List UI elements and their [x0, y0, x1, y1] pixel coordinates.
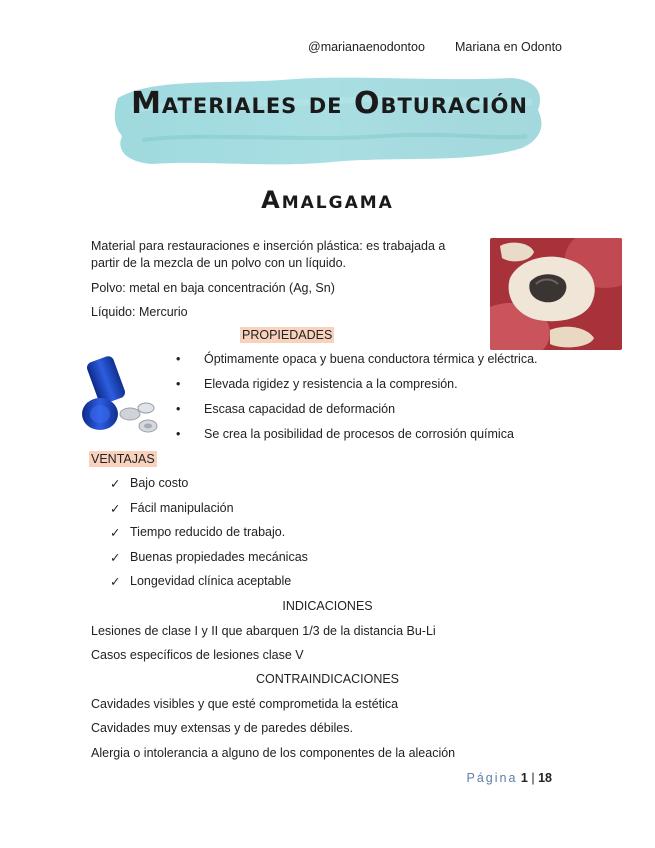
bullet-dot: • [176, 402, 181, 416]
page-separator: | [531, 771, 535, 785]
amalgam-capsule-image [74, 352, 164, 438]
ventajas-title: VENTAJAS [91, 452, 155, 466]
header-handle: @marianaenodontoo [308, 40, 425, 54]
tooth-photo [490, 238, 622, 350]
bullet-dot: • [176, 427, 181, 441]
contraindicaciones-item: Alergia o intolerancia a alguno de los componentes de la aleación [91, 746, 456, 760]
check-icon: ✓ [110, 551, 121, 565]
propiedades-item [176, 402, 596, 416]
intro-line-2: partir de la mezcla de un polvo con un líquido. [91, 256, 347, 270]
indicaciones-item: Lesiones de clase I y II que abarquen 1/3 de la distancia Bu-Li [91, 624, 436, 638]
check-icon: ✓ [110, 526, 121, 540]
contraindicaciones-item: Cavidades muy extensas y de paredes débiles. [91, 721, 353, 735]
propiedades-heading [240, 327, 334, 344]
tooth-image [490, 238, 622, 350]
ventajas-item [110, 525, 285, 539]
page-footer [467, 771, 553, 785]
page-label: Página [466, 771, 518, 785]
propiedades-item-text: Óptimamente opaca y buena conductora térmica y eléctrica. [204, 352, 538, 366]
ventajas-item-text: Tiempo reducido de trabajo. [130, 525, 286, 539]
check-icon: ✓ [110, 502, 121, 516]
capsule-icon [74, 352, 164, 438]
propiedades-item [176, 352, 596, 366]
ventajas-item-text: Buenas propiedades mecánicas [130, 550, 308, 564]
indicaciones-title: INDICACIONES [282, 599, 373, 613]
check-icon: ✓ [110, 477, 121, 491]
ventajas-item [110, 476, 188, 490]
page-number: 1 [520, 771, 528, 785]
ventajas-item-text: Bajo costo [130, 476, 189, 490]
title-banner [112, 70, 547, 170]
check-icon: ✓ [110, 575, 121, 589]
page-total: 18 [538, 771, 552, 785]
section-title: Amalgama [261, 186, 394, 214]
indicaciones-item: Casos específicos de lesiones clase V [91, 648, 304, 662]
propiedades-item-text: Se crea la posibilidad de procesos de corrosión química [204, 427, 514, 441]
banner-title: Materiales de Obturación [131, 86, 528, 121]
contraindicaciones-title: CONTRAINDICACIONES [255, 672, 400, 686]
ventajas-item-text: Longevidad clínica aceptable [130, 574, 292, 588]
ventajas-item [110, 550, 308, 564]
propiedades-title: PROPIEDADES [242, 328, 333, 342]
propiedades-item-text: Elevada rigidez y resistencia a la compresión. [204, 377, 458, 391]
ventajas-heading [89, 451, 157, 468]
bullet-dot: • [176, 352, 181, 366]
ventajas-item-text: Fácil manipulación [130, 501, 234, 515]
liquido-text: Líquido: Mercurio [91, 305, 188, 319]
propiedades-item-text: Escasa capacidad de deformación [204, 402, 396, 416]
ventajas-item [110, 501, 234, 515]
polvo-text: Polvo: metal en baja concentración (Ag, Sn) [91, 281, 335, 295]
ventajas-item [110, 574, 291, 588]
header-brand: Mariana en Odonto [455, 40, 563, 54]
intro-line-1: Material para restauraciones e inserción plástica: es trabajada a [91, 239, 446, 253]
propiedades-item [176, 427, 596, 441]
contraindicaciones-item: Cavidades visibles y que esté comprometida la estética [91, 697, 399, 711]
propiedades-item [176, 377, 596, 391]
bullet-dot: • [176, 377, 181, 391]
